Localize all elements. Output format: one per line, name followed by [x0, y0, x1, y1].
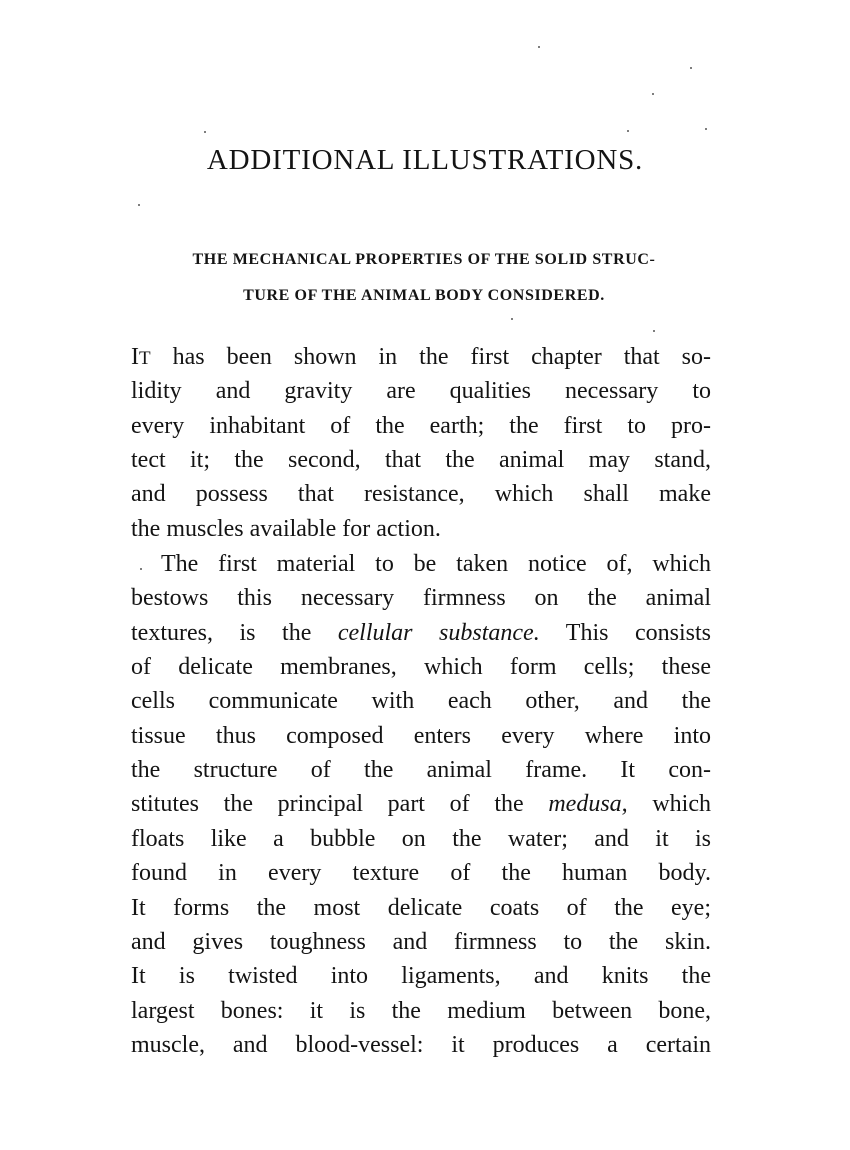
scan-speck [652, 93, 654, 95]
paragraph-2-line: the structure of the animal frame. It con- [131, 757, 711, 784]
drop-initial-smallcap: T [139, 348, 151, 369]
italic-term: cellular substance. [337, 619, 540, 646]
section-heading-line: TURE OF THE ANIMAL BODY CONSIDERED. [243, 287, 605, 304]
paragraph-2-line [131, 616, 711, 650]
paragraph-2-line: muscle, and blood-vessel: it produces a certain [131, 1031, 711, 1058]
scan-speck [690, 67, 692, 69]
paragraph-2-line: cells communicate with each other, and the [131, 688, 711, 715]
paragraph-2-line: floats like a bubble on the water; and it is [131, 825, 711, 852]
paragraph-1-line: every inhabitant of the earth; the first to pro- [131, 412, 711, 439]
scan-speck [538, 46, 540, 48]
text-run: This consists [539, 619, 711, 646]
paragraph-1-line: and possess that resistance, which shall make [131, 481, 711, 508]
scan-speck [653, 330, 655, 332]
text-run: stitutes the principal part of the [131, 791, 549, 818]
section-heading [138, 242, 710, 314]
paragraph-2-line: and gives toughness and firmness to the skin. [131, 928, 711, 955]
paragraph-2-line: found in every texture of the human body. [131, 860, 711, 887]
body-text [131, 340, 711, 1062]
scan-speck [138, 204, 140, 206]
text-run: which [627, 791, 712, 818]
paragraph-1-line: tect it; the second, that the animal may stand, [131, 447, 711, 474]
paragraph-1-line: the muscles available for action. [131, 515, 441, 542]
scan-speck [511, 318, 513, 320]
page-title: ADDITIONAL ILLUSTRATIONS. [206, 144, 644, 176]
paragraph-1-line [131, 340, 711, 374]
paragraph-2-line: It is twisted into ligaments, and knits the [131, 963, 711, 990]
paragraph-2-line: tissue thus composed enters every where into [131, 722, 711, 749]
scan-speck [627, 130, 629, 132]
paragraph-1-line: lidity and gravity are qualities necessary to [131, 378, 711, 405]
paragraph-2-line: of delicate membranes, which form cells; these [131, 654, 711, 681]
italic-term: medusa, [548, 791, 628, 818]
scan-speck [705, 128, 707, 130]
drop-initial: I [131, 344, 139, 370]
paragraph-2-line [131, 787, 711, 821]
paragraph-2-line: largest bones: it is the medium between bone, [131, 997, 711, 1024]
paragraph-2-line: bestows this necessary firmness on the animal [131, 585, 711, 612]
paragraph-2-line: The first material to be taken notice of, which [161, 551, 711, 578]
section-heading-line: THE MECHANICAL PROPERTIES OF THE SOLID STRUC- [192, 251, 656, 268]
paragraph-2-line: It forms the most delicate coats of the eye; [131, 894, 711, 921]
scan-speck [204, 131, 206, 133]
text-run: has been shown in the first chapter that so- [150, 344, 711, 370]
text-run: textures, is the [131, 619, 338, 646]
